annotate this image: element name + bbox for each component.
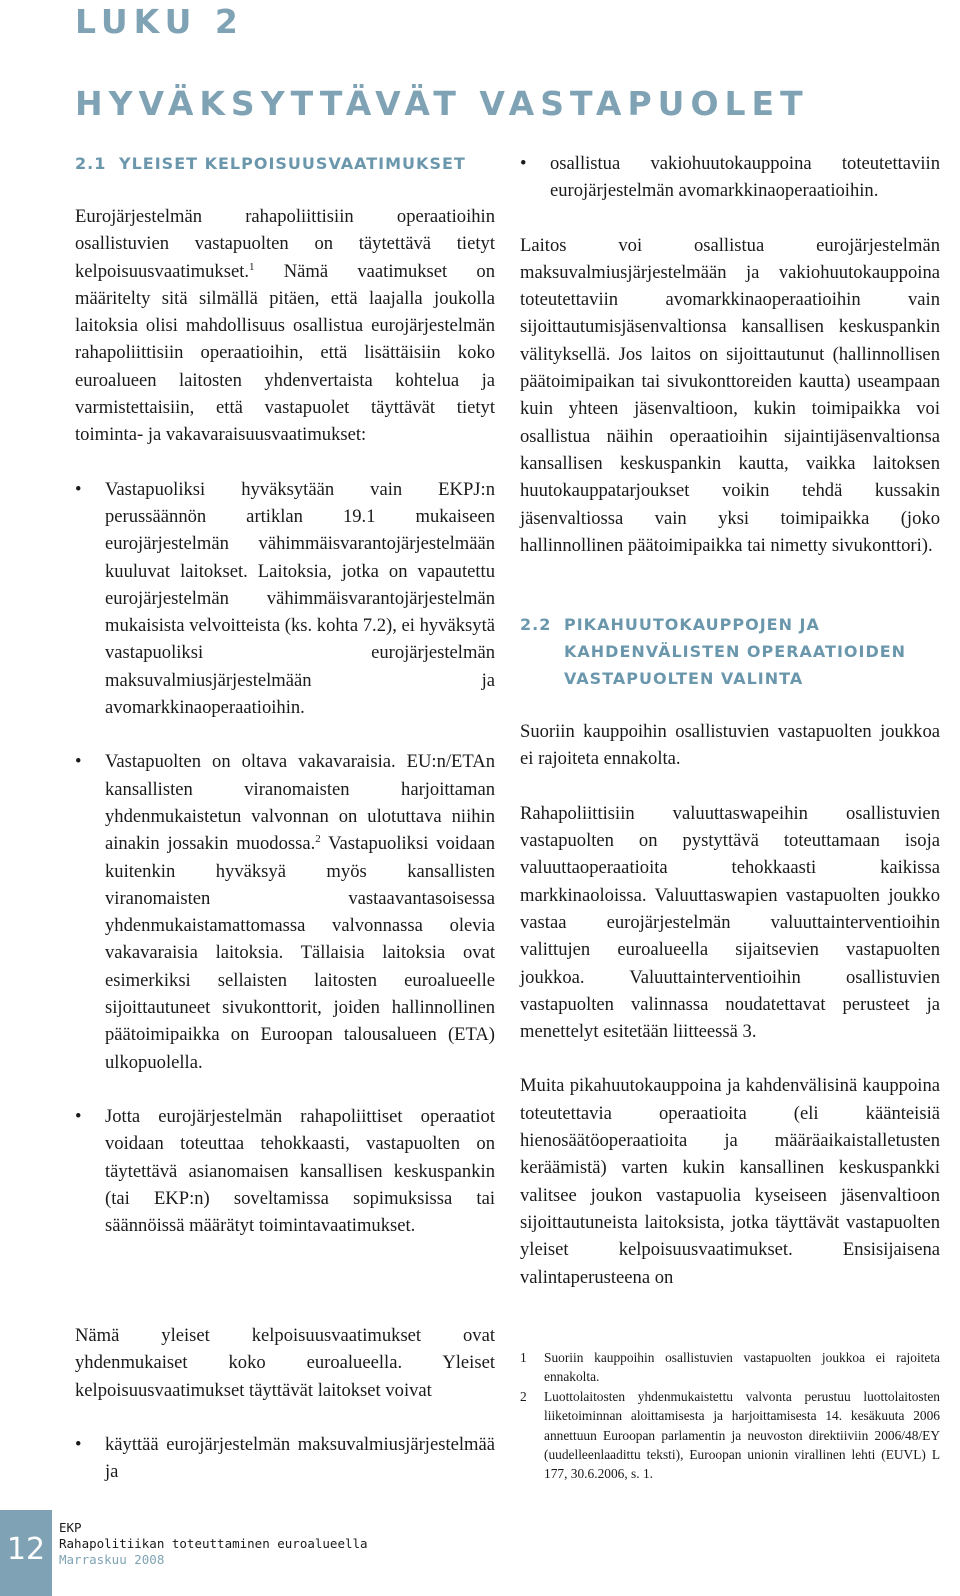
list-item: • osallistua vakiohuutokauppoina toteutettaviin eurojärjestelmän avomarkkinaoperaatioihin.	[520, 150, 940, 205]
paragraph: Rahapoliittisiin valuuttaswapeihin osallistuvien vastapuolten on pystyttävä toteuttamaan isoja valuuttaoperaatioita tehokkaasti kaikissa markkinaoloissa. Valuuttaswapien vastapuolten joukko vastaa eurojärjestelmän valuuttainterventioihin valittujen euroalueella sijaitsevien vastapuolten joukkoa. Valuuttainterventioihin osallistuvien vastapuolten valinnassa noudatettavat perusteet ja menettelyt esitetään liitteessä 3.	[520, 802, 940, 1043]
permissions-list-continued	[520, 150, 940, 205]
left-column	[75, 150, 495, 1266]
permissions-list	[75, 1431, 495, 1486]
footnote-text: Suoriin kauppoihin osallistuvien vastapuolten joukkoa ei rajoiteta ennakolta.	[544, 1350, 940, 1385]
page-number: 12	[6, 1532, 46, 1567]
footnote-number: 1	[520, 1350, 527, 1365]
footnotes	[520, 1348, 940, 1484]
list-item	[75, 748, 495, 1076]
intro-text-a: Eurojärjestelmän rahapoliittisiin operaatioihin osallistuvien vastapuolten on täytettävä tietyt kelpoisuusvaatimukset.	[75, 206, 495, 282]
section-title: YLEISET KELPOISUUSVAATIMUKSET	[119, 154, 466, 173]
section-number: 2.2	[520, 615, 552, 635]
participation-paragraph: Laitos voi osallistua eurojärjestelmän maksuvalmiusjärjestelmään ja vakiohuutokauppoina toteutettaviin avomarkkinaoperaatioihin vain sijoittautumisjäsenvaltionsa kansallisen keskuspankin välityksellä. Jos laitos on sijoittautunut (hallinnollisen päätoimipaikan tai sivukonttoreiden kautta) useampaan kuin yhteen jäsenvaltioon, kukin toimipaikka voi osallistua näihin operaatioihin sijaintijäsenvaltionsa kansallisen keskuspankin kautta, vaikka laitoksen huutokauppatarjoukset voikin tehdä kussakin jäsenvaltiossa vain yksi toimipaikka (joko hallinnollinen päätoimipaikka tai nimetty sivukonttori).	[520, 234, 940, 556]
chapter-title: HYVÄKSYTTÄVÄT VASTAPUOLET	[75, 84, 809, 123]
footnote-ref-2: 2	[315, 833, 321, 846]
footnote-text: Luottolaitosten yhdenmukaistettu valvonta perustuu luottolaitosten liiketoiminnan aloittamisesta ja harjoittamisesta 14. kesäkuuta 2006 annettuun Euroopan parlamentin ja neuvoston direktiiviin 2006/48/EY (uudelleenlaadittu teksti), Euroopan unionin virallinen lehti (EUVL) L 177, 30.6.2006, s. 1.	[544, 1388, 940, 1482]
intro-paragraph	[75, 203, 495, 449]
footer-date: Marraskuu 2008	[59, 1552, 165, 1567]
chapter-label: LUKU 2	[75, 2, 244, 41]
footer-org: EKP	[59, 1520, 82, 1535]
section-number: 2.1	[75, 154, 107, 173]
footer-publication: Rahapolitiikan toteuttaminen euroalueella	[59, 1536, 368, 1551]
closing-paragraph: Nämä yleiset kelpoisuusvaatimukset ovat yhdenmukaiset koko euroalueella. Yleiset kelpoisuusvaatimukset täyttävät laitokset voivat	[75, 1325, 495, 1401]
footnote	[520, 1387, 940, 1484]
footnote-number: 2	[520, 1388, 527, 1404]
bullet-2-text-b: Vastapuoliksi voidaan kuitenkin hyväksyä myös kansallisten viranomaisten vastaavantasoisessa yhdenmukaistamattomassa valvonnassa olevia vakavaraisia laitoksia. Tällaisia laitoksia ovat esimerkiksi sellaisten laitosten euroalueelle sijoittautuneet sivukonttorit, joiden hallinnollinen päätoimipaikka on Euroopan talousalueen (ETA) ulkopuolella.	[105, 833, 496, 1073]
section-heading-2-1	[75, 150, 495, 177]
section-title: PIKAHUUTOKAUPPOJEN JA KAHDENVÄLISTEN OPERAATIOIDEN VASTAPUOLTEN VALINTA	[564, 615, 907, 689]
intro-text-b: Nämä vaatimukset on määritelty sitä silmällä pitäen, että laajalla joukolla laitoksia olisi mahdollisuus osallistua eurojärjestelmän rahapoliittisiin operaatioihin, että lisättäisiin koko euroalueen laitosten yhdenvertaista kohtelua ja varmistettaisiin, että vastapuolet täyttävät tietyt toiminta- ja vakavaraisuusvaatimukset:	[75, 260, 495, 446]
footnote-ref-1: 1	[249, 260, 255, 273]
section-heading-2-2	[520, 611, 940, 692]
list-item: • käyttää eurojärjestelmän maksuvalmiusjärjestelmää ja	[75, 1431, 495, 1486]
bullet-2-text-a: Vastapuolten on oltava vakavaraisia. EU:n/ETAn kansallisten viranomaisten harjoittaman yhdenmukaistetun valvonnan on ulotuttava niihin ainakin jossakin muodossa.	[105, 751, 495, 855]
paragraph: Suoriin kauppoihin osallistuvien vastapuolten joukkoa ei rajoiteta ennakolta.	[520, 721, 940, 770]
running-footer	[59, 1520, 368, 1568]
list-item: • Jotta eurojärjestelmän rahapoliittiset operaatiot voidaan toteuttaa tehokkaasti, vastapuolten on täytettävä asianomaisen kansallisen keskuspankin (tai EKP:n) soveltamissa sopimuksissa tai säännöissä määrätyt toimintavaatimukset.	[75, 1103, 495, 1239]
footnote	[520, 1348, 940, 1387]
right-column	[520, 150, 940, 1318]
criteria-list	[75, 476, 495, 1240]
paragraph: Muita pikahuutokauppoina ja kahdenvälisinä kauppoina toteutettavia operaatioita (eli käänteisiä hienosäätöoperaatioita ja määräaikaistalletusten keräämistä) varten kukin kansallinen keskuspankki valitsee joukon vastapuolia kyseiseen jäsenvaltioon sijoittautuneista laitoksista, jotka täyttävät vastapuolten yleiset kelpoisuusvaatimukset. Ensisijaisena valintaperusteena on	[520, 1075, 940, 1288]
left-column-bottom	[75, 1322, 495, 1512]
list-item: • Vastapuoliksi hyväksytään vain EKPJ:n perussäännön artiklan 19.1 mukaiseen eurojärjestelmän vähimmäisvarantojärjestelmään kuuluvat laitokset. Laitoksia, jotka on vapautettu eurojärjestelmän vähimmäisvarantojärjestelmän mukaisista velvoitteista (ks. kohta 7.2), ei hyväksytä vastapuoliksi eurojärjestelmän maksuvalmiusjärjestelmään ja avomarkkinaoperaatioihin.	[75, 476, 495, 722]
